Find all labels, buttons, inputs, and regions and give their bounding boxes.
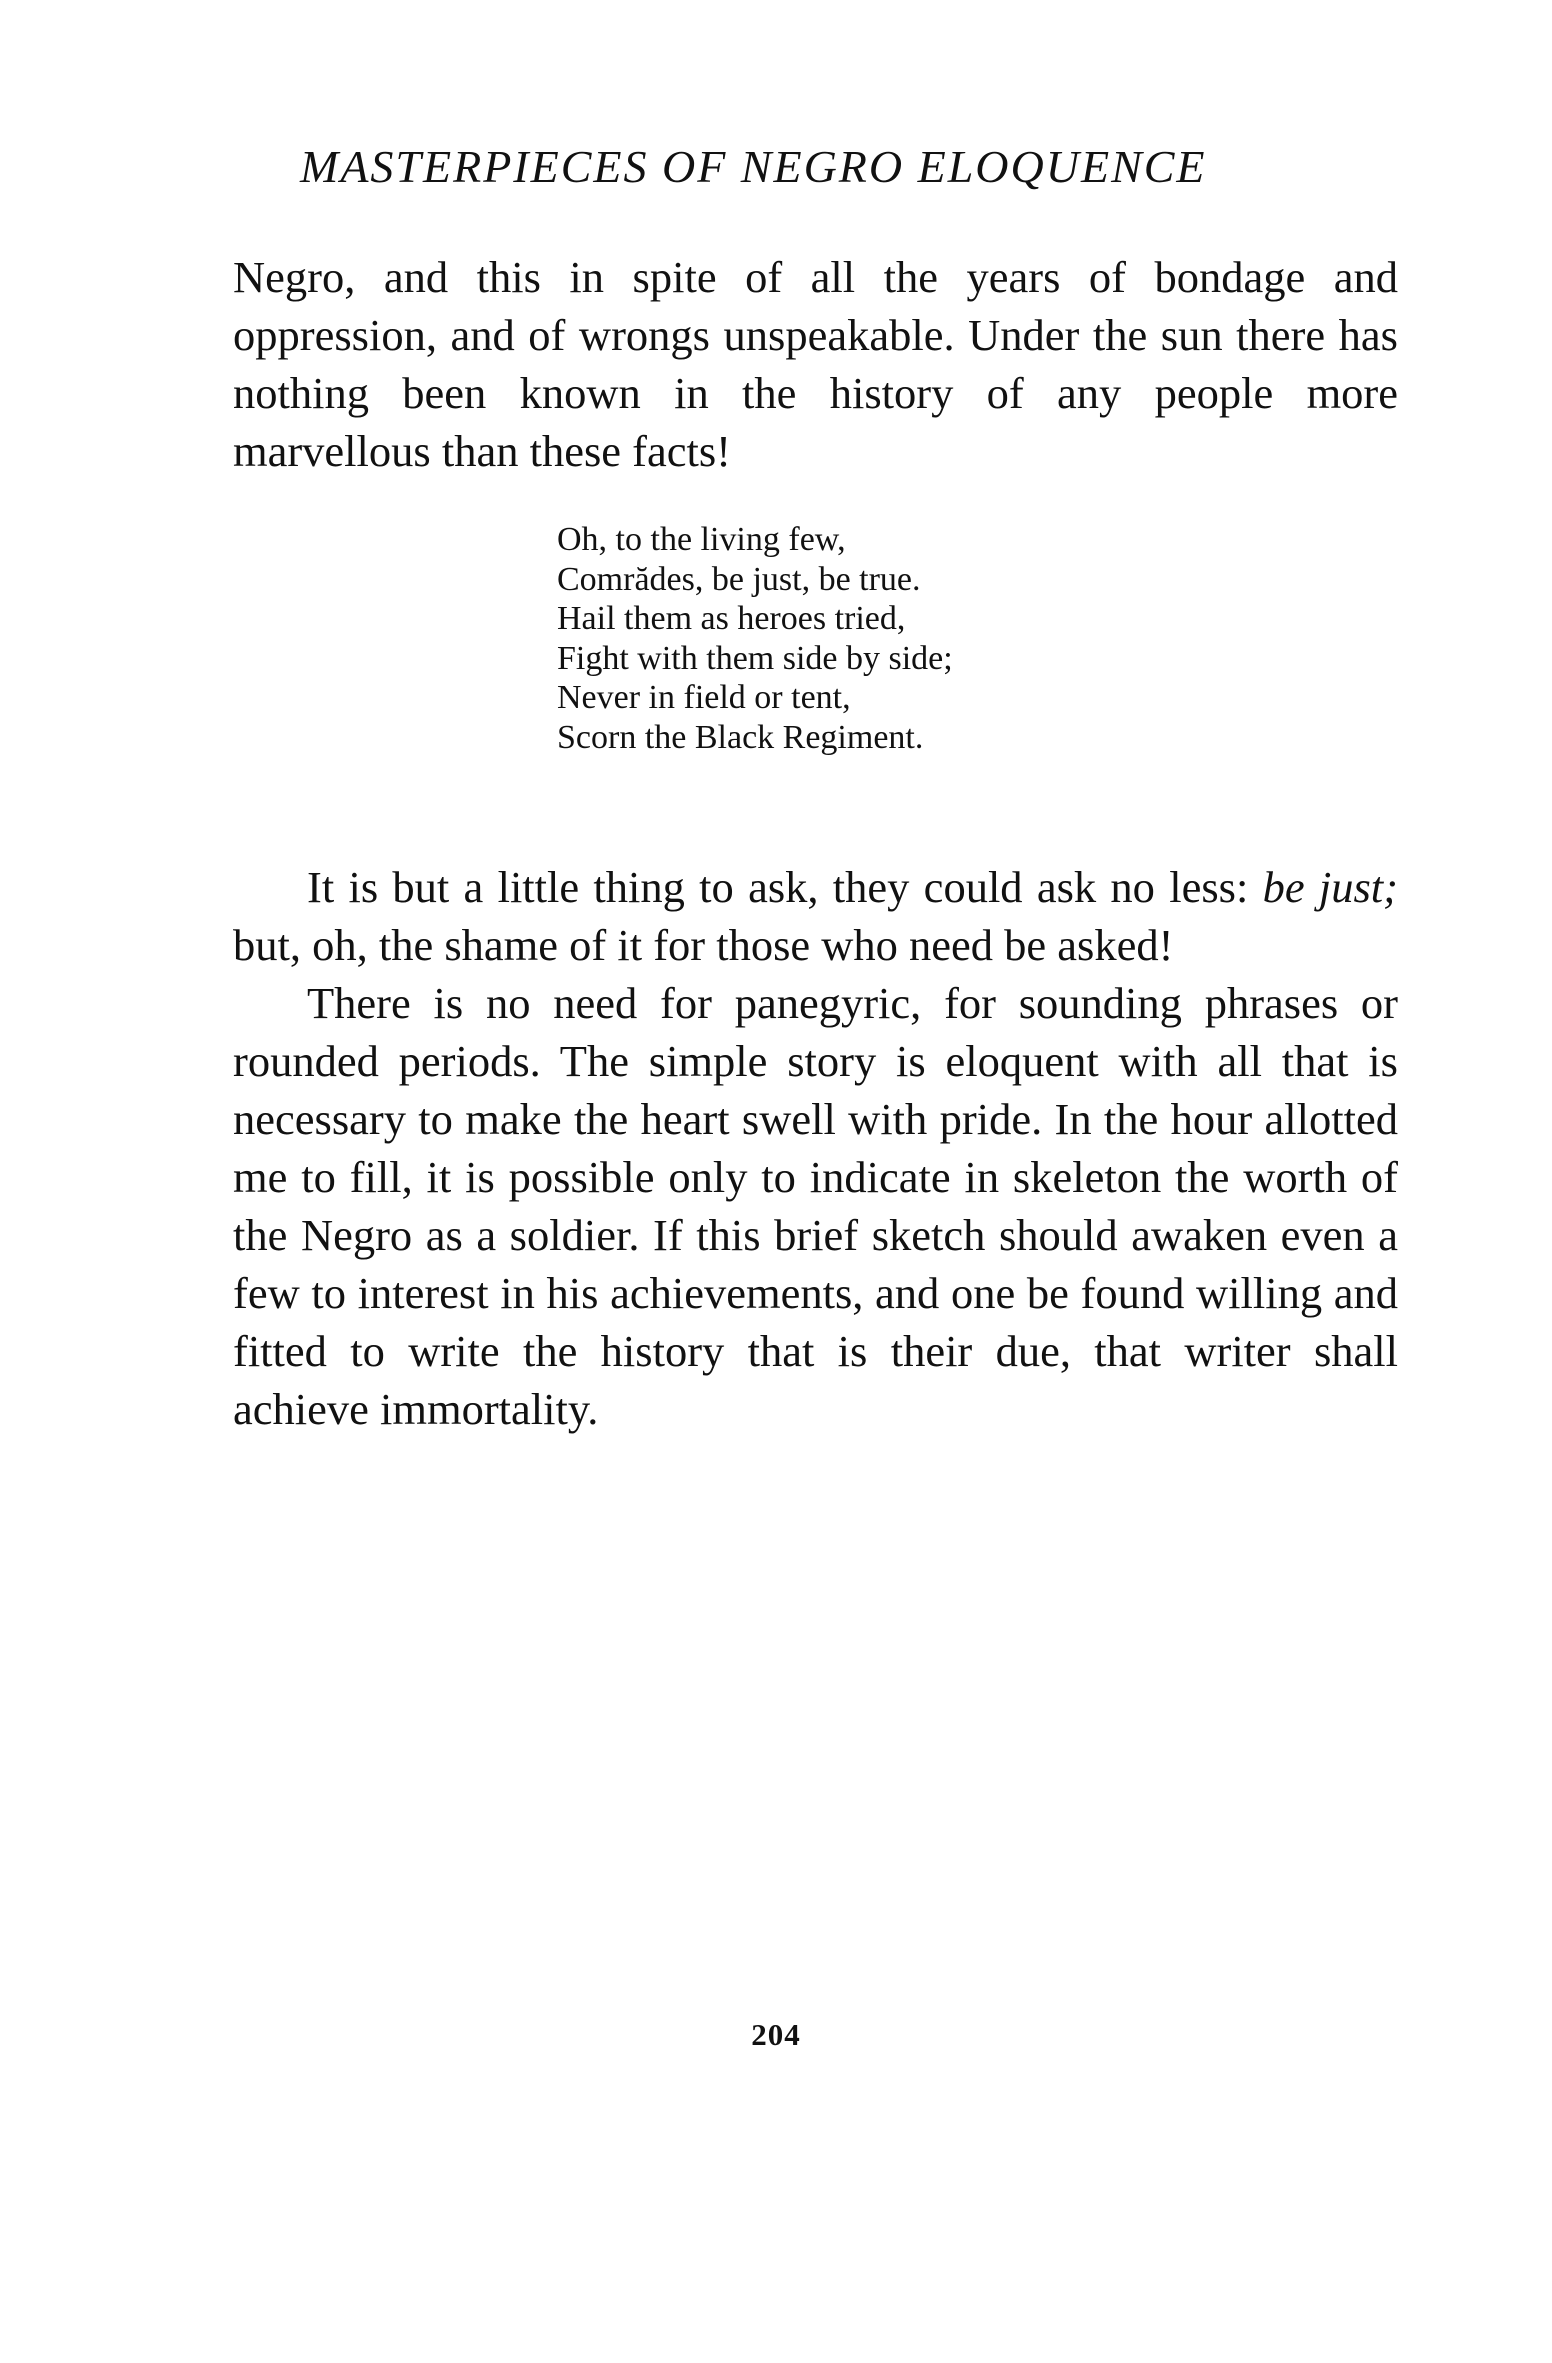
paragraph-group — [233, 858, 1398, 1438]
paragraph-be-just — [233, 858, 1398, 974]
poem-line: Oh, to the living few, — [557, 521, 846, 558]
italic-emphasis: be just; — [1262, 862, 1398, 912]
paragraph-text: Negro, and this in spite of all the years of bondage and oppression, and of wrongs unspeakable. Under the sun there has nothing been known in the history of any people more marvellous than these facts! — [233, 252, 1398, 476]
paragraph-lead-text: It is but a little thing to ask, they could ask no less: — [307, 862, 1263, 912]
poem-stanza — [557, 520, 1257, 758]
running-head: MASTERPIECES OF NEGRO ELOQUENCE — [300, 141, 1207, 192]
paragraph-continued — [233, 248, 1398, 480]
paragraph-panegyric: There is no need for panegyric, for sounding phrases or rounded periods. The simple story is eloquent with all that is necessary to make the heart swell with pride. In the hour allotted me to fill, it is possible only to indicate in skeleton the worth of the Negro as a soldier. If this brief sketch should awaken even a few to interest in his achievements, and one be found willing and fitted to write the history that is their due, that writer shall achieve immortality. — [233, 978, 1398, 1434]
poem-line: Scorn the Black Regiment. — [557, 718, 924, 756]
poem-line: Never in field or tent, — [557, 679, 851, 717]
poem-line: Comrădes, be just, be true. — [557, 560, 921, 598]
poem-line: Hail them as heroes tried, — [557, 600, 906, 638]
poem-line: Fight with them side by side; — [557, 639, 953, 677]
page-number: 204 — [751, 2017, 801, 2052]
paragraph-rest-text: but, oh, the shame of it for those who need be asked! — [233, 920, 1174, 970]
